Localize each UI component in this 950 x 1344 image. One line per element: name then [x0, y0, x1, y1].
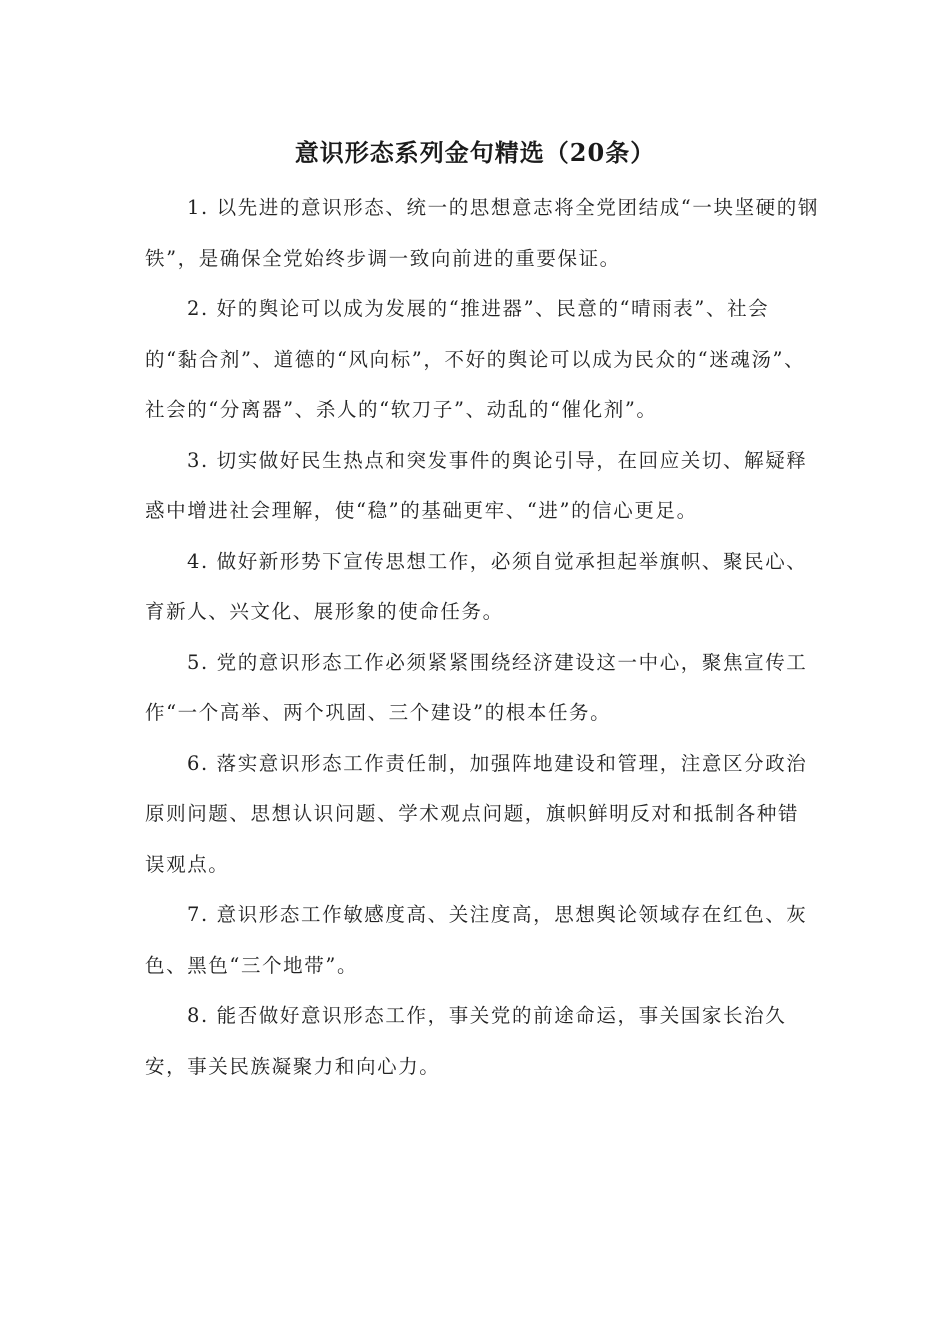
- quote-item-5: 5. 党的意识形态工作必须紧紧围绕经济建设这一中心，聚焦宣传工作“一个高举、两个巩固、三个建设”的根本任务。: [145, 650, 808, 724]
- document-body: [145, 183, 820, 1092]
- quote-item-1: 1. 以先进的意识形态、统一的思想意志将全党团结成“一块坚硬的钢铁”，是确保全党始终步调一致向前进的重要保证。: [145, 196, 819, 270]
- quote-item-2: 2. 好的舆论可以成为发展的“推进器”、民意的“晴雨表”、社会的“黏合剂”、道德的“风向标”，不好的舆论可以成为民众的“迷魂汤”、社会的“分离器”、杀人的“软刀子”、动乱的“催化剂”。: [145, 297, 806, 421]
- quote-item-7: 7. 意识形态工作敏感度高、关注度高，思想舆论领域存在红色、灰色、黑色“三个地带”。: [145, 903, 808, 977]
- quote-item-4: 4. 做好新形势下宣传思想工作，必须自觉承担起举旗帜、聚民心、育新人、兴文化、展形象的使命任务。: [145, 549, 808, 623]
- quote-item-6: 6. 落实意识形态工作责任制，加强阵地建设和管理，注意区分政治原则问题、思想认识问题、学术观点问题，旗帜鲜明反对和抵制各种错误观点。: [145, 751, 808, 876]
- quote-item-3: 3. 切实做好民生热点和突发事件的舆论引导，在回应关切、解疑释惑中增进社会理解，使“稳”的基础更牢、“进”的信心更足。: [145, 448, 808, 522]
- quote-item-8: 8. 能否做好意识形态工作，事关党的前途命运，事关国家长治久安，事关民族凝聚力和向心力。: [145, 1004, 787, 1078]
- document-title: 意识形态系列金句精选（20条）: [294, 138, 656, 167]
